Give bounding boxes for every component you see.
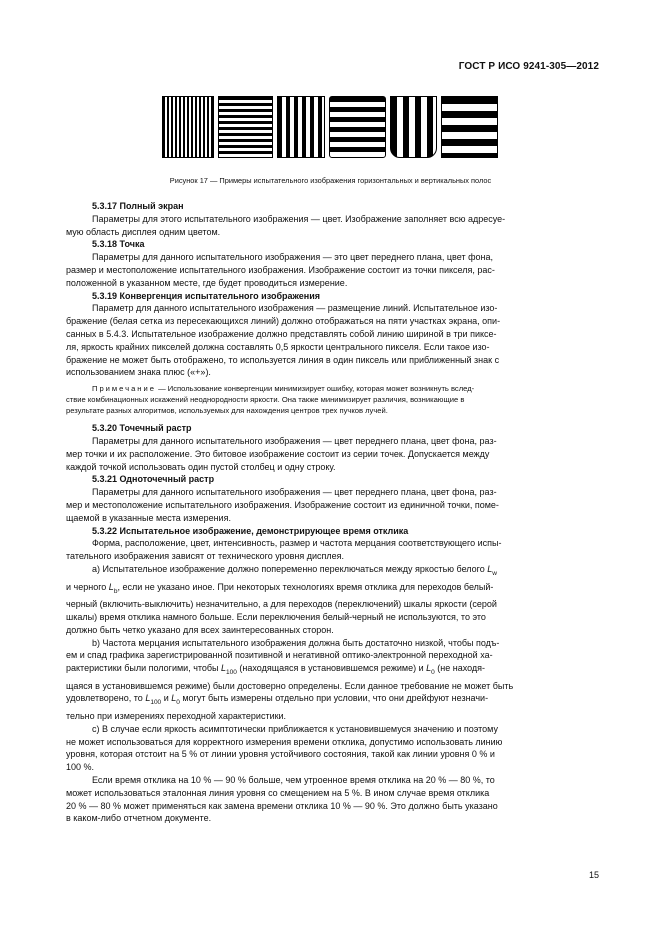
figure-17-stripes [160, 96, 500, 158]
heading-5-3-17: 5.3.17 Полный экран [92, 201, 184, 211]
heading-5-3-18: 5.3.18 Точка [92, 239, 145, 250]
paragraph: Параметры для данного испытательного изображения — цвет переднего плана, цвет фона, раз- мер точки и их расположение. Это битовое изображение состоит из серии точек. Допускается между каждой точкой использовать один пустой столбец и одну строку. [66, 435, 497, 472]
paragraph: Форма, расположение, цвет, интенсивность, размер и частота мерцания соответствующего испы- тательного изображения зависят от технического уровня дисплея. [66, 538, 502, 562]
heading-5-3-19: 5.3.19 Конвергенция испытательного изображения [92, 290, 321, 301]
paragraph: Параметры для этого испытательного изображения — цвет. Изображение заполняет всю адресуе- мую область дисплея одним цветом. [66, 213, 506, 237]
horizontal-stripes-thin [218, 96, 273, 158]
body-text [66, 200, 598, 825]
page-number: 15 [588, 870, 599, 880]
note: Примечание — Использование конвергенции минимизирует ошибку, которая может возникнуть вслед- ствие комбинационных искажений неоднородности яркости. Она также минимизирует различия, возникающие в результате разных алгоритмов, используемых для нахождения центров трех пучков лучей. [66, 384, 475, 416]
list-item-a: а) Испытательное изображение должно попеременно переключаться между яркостью белого $L_w$ и черного $L_b$, если не указано иное. При некоторых технологиях время отклика для переходов белый- черный (включить-выключить) незначительно, а для переходов (переключений) шкалы яркости (серой шкалы) время отклика намного больше. Если переключения белый-черный не используются, то это должно быть четко указано для всех заинтересованных сторон. [66, 563, 497, 635]
figure-caption: Рисунок 17 — Примеры испытательного изображения горизонтальных и вертикальных полос [169, 176, 492, 185]
heading-5-3-22: 5.3.22 Испытательное изображение, демонстрирующее время отклика [92, 525, 409, 536]
horizontal-stripes-medium [329, 96, 386, 158]
list-item-b: b) Частота мерцания испытательного изображения должна быть достаточно низкой, чтобы подъ- ем и спад графика зарегистрированной позитивной и негативной оптико-электронной переходной ха- рактеристики были пологими, чтобы $L_{100}$ (находящаяся в установившемся режиме) и $L_0$ (не находя- щаяся в установившемся режиме) были достоверно определены. Если данное требование не может быть удовлетворено, то $L_{100}$ и $L_0$ могут быть измерены отдельно при условии, что они дрейфуют незначи- тельно при измерениях переходной характеристики. [66, 637, 514, 722]
paragraph: Если время отклика на 10 % — 90 % больше, чем утроенное время отклика на 20 % — 80 %, то может использоваться эталонная линия уровня со смещением на 5 %. В ином случае время отклика 20 % — 80 % может применяться как замена времени отклика 10 % — 90 %. Это должно быть указано в каком-либо отчетном документе. [66, 775, 498, 824]
paragraph: Параметры для данного испытательного изображения — это цвет переднего плана, цвет фона, размер и местоположение испытательного изображения. Изображение состоит из точки пикселя, рас- положенной в указанном месте, где будет проводиться измерение. [66, 252, 495, 288]
horizontal-stripes-thick [441, 96, 498, 158]
vertical-stripes-thick [390, 96, 437, 158]
vertical-stripes-thin [162, 96, 214, 158]
paragraph: Параметр для данного испытательного изображения — размещение линий. Испытательное изо- бражение (белая сетка из пересекающихся линий) должно отображаться на пяти участках экрана, опи- санных в 5.4.3. Испытательное изображение должно представлять собой линию шириной в три пиксе- ля, яркость крайних пикселей должна составлять 0,5 яркости центрального пикселя. Если такое изо- бражение не может быть отображено, то используется линия в один пиксель или приближенный знак с использованием знака плюс («+»). [66, 303, 501, 378]
standard-header: ГОСТ Р ИСО 9241-305—2012 [458, 61, 599, 72]
vertical-stripes-medium [277, 96, 325, 158]
heading-5-3-21: 5.3.21 Одноточечный растр [92, 474, 215, 485]
list-item-c: с) В случае если яркость асимптотически приближается к установившемуся значению и поэтому не может использоваться для корректного измерения времени отклика, допустимо использовать линию уровня, которая отстоит на 5 % от линии уровня устойчивого состояния, такой как линии уровня 0 % и 100 %. [66, 723, 503, 773]
heading-5-3-20: 5.3.20 Точечный растр [92, 423, 192, 434]
paragraph: Параметры для данного испытательного изображения — цвет переднего плана, цвет фона, раз- мер и местоположение испытательного изображения. Изображение состоит из единичной точки, поме- щаемой в указанные места измерения. [66, 487, 499, 523]
